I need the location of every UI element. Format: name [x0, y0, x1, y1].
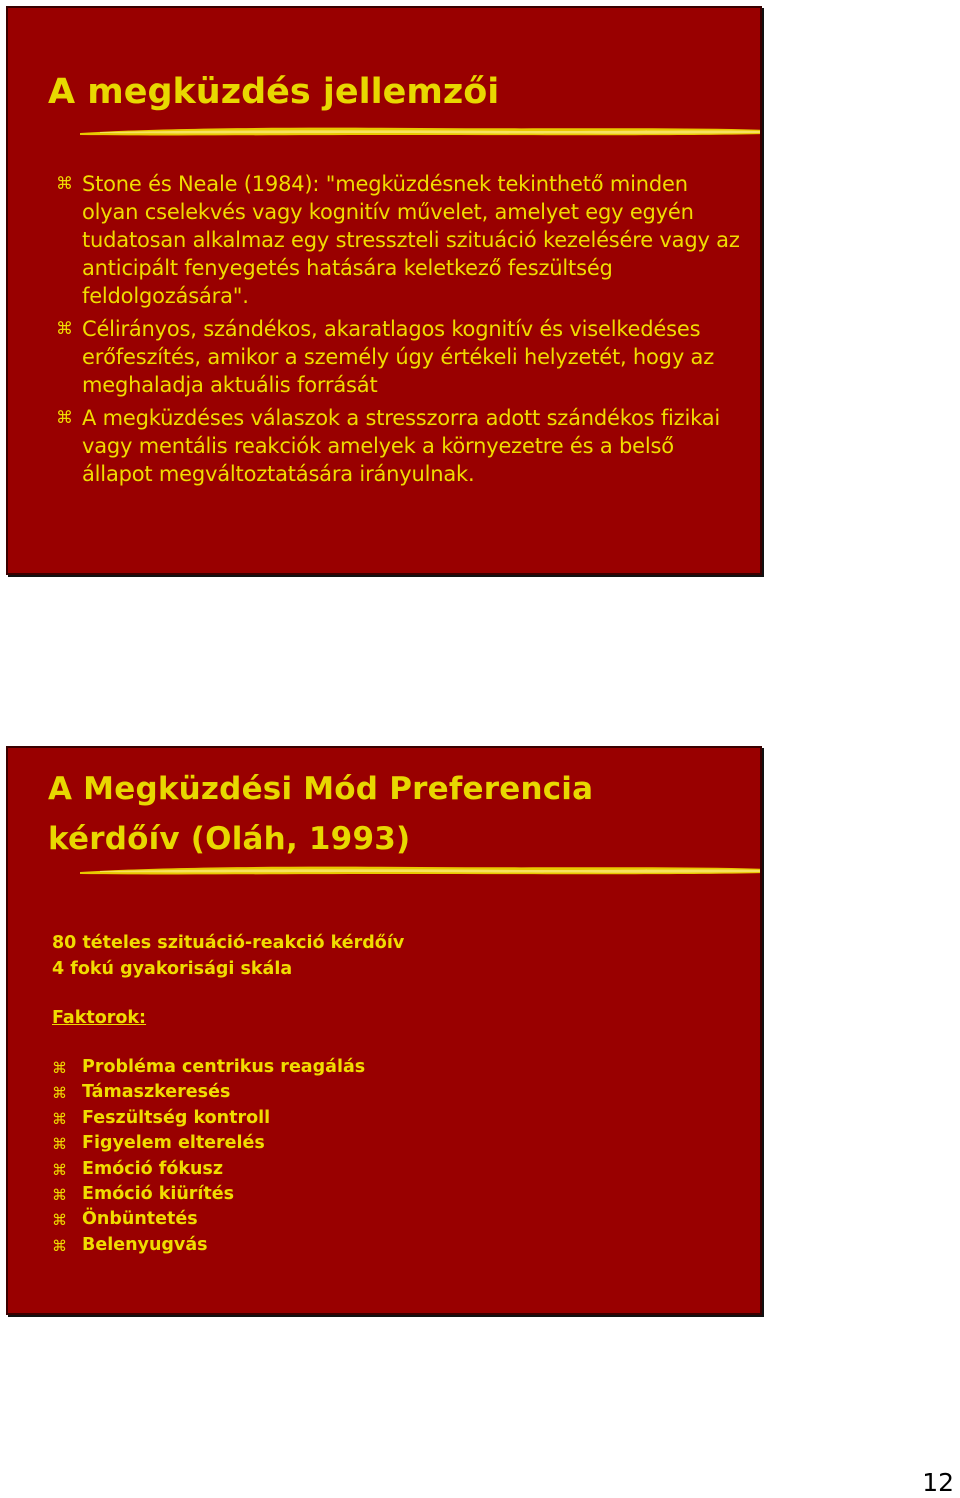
- slide-2-title: [48, 764, 750, 864]
- slide-2-title-line-2: kérdőív (Oláh, 1993): [48, 821, 411, 857]
- questionnaire-info: [52, 930, 404, 982]
- factor-text: Feszültség kontroll: [82, 1107, 271, 1128]
- list-item: [56, 404, 746, 488]
- factor-text: Emóció kiürítés: [82, 1184, 235, 1205]
- factors-list: [52, 1055, 365, 1258]
- z-bullet-icon: ⌘: [56, 174, 73, 194]
- slide-1: [6, 6, 762, 575]
- z-bullet-icon: ⌘: [52, 1186, 67, 1205]
- list-item: [56, 170, 746, 310]
- factor-text: Támaszkeresés: [82, 1082, 231, 1103]
- factor-text: Emóció fókusz: [82, 1158, 224, 1179]
- list-item: [52, 1131, 365, 1156]
- factors-label: Faktorok:: [52, 1008, 147, 1028]
- list-item: [52, 1182, 365, 1207]
- title-underline-brushstroke: [80, 124, 762, 138]
- z-bullet-icon: ⌘: [52, 1084, 67, 1103]
- z-bullet-icon: ⌘: [52, 1211, 67, 1230]
- z-bullet-icon: ⌘: [52, 1109, 67, 1128]
- info-line-1: 80 tételes szituáció-reakció kérdőív: [52, 933, 405, 953]
- list-item: [52, 1207, 365, 1232]
- factor-text: Figyelem elterelés: [82, 1133, 265, 1154]
- bullet-text: Stone és Neale (1984): "megküzdésnek tekinthető minden olyan cselekvés vagy kognitív művelet, amelyet egy egyén tudatosan alkalmaz egy stresszteli szituáció kezelésére vagy az anticipált fenyegetés hatására keletkező feszültség feldolgozására".: [82, 172, 740, 308]
- z-bullet-icon: ⌘: [52, 1059, 67, 1077]
- z-bullet-icon: ⌘: [56, 319, 73, 339]
- list-item: [52, 1055, 365, 1080]
- factor-text: Probléma centrikus reagálás: [82, 1057, 366, 1077]
- info-line-2: 4 fokú gyakorisági skála: [52, 959, 293, 979]
- z-bullet-icon: ⌘: [52, 1236, 67, 1255]
- z-bullet-icon: ⌘: [56, 408, 73, 428]
- page-number: 12: [922, 1468, 954, 1497]
- title-underline-brushstroke: [80, 863, 762, 877]
- factor-text: Önbüntetés: [82, 1209, 198, 1230]
- z-bullet-icon: ⌘: [52, 1135, 67, 1154]
- slide-2: [6, 746, 762, 1315]
- list-item: [56, 315, 746, 399]
- slide-2-title-line-1: A Megküzdési Mód Preferencia: [48, 771, 594, 807]
- list-item: [52, 1233, 365, 1258]
- list-item: [52, 1106, 365, 1131]
- z-bullet-icon: ⌘: [52, 1160, 67, 1179]
- slide-1-title: A megküzdés jellemzői: [48, 72, 500, 112]
- bullet-text: A megküzdéses válaszok a stresszorra adott szándékos fizikai vagy mentális reakciók amelyek a környezetre és a belső állapot megváltoztatására irányulnak.: [82, 406, 721, 486]
- factor-text: Belenyugvás: [82, 1234, 208, 1255]
- list-item: [52, 1080, 365, 1105]
- slide-1-bullet-list: [56, 170, 746, 493]
- list-item: [52, 1157, 365, 1182]
- bullet-text: Célirányos, szándékos, akaratlagos kognitív és viselkedéses erőfeszítés, amikor a személy úgy értékeli helyzetét, hogy az meghaladja aktuális forrását: [82, 317, 715, 397]
